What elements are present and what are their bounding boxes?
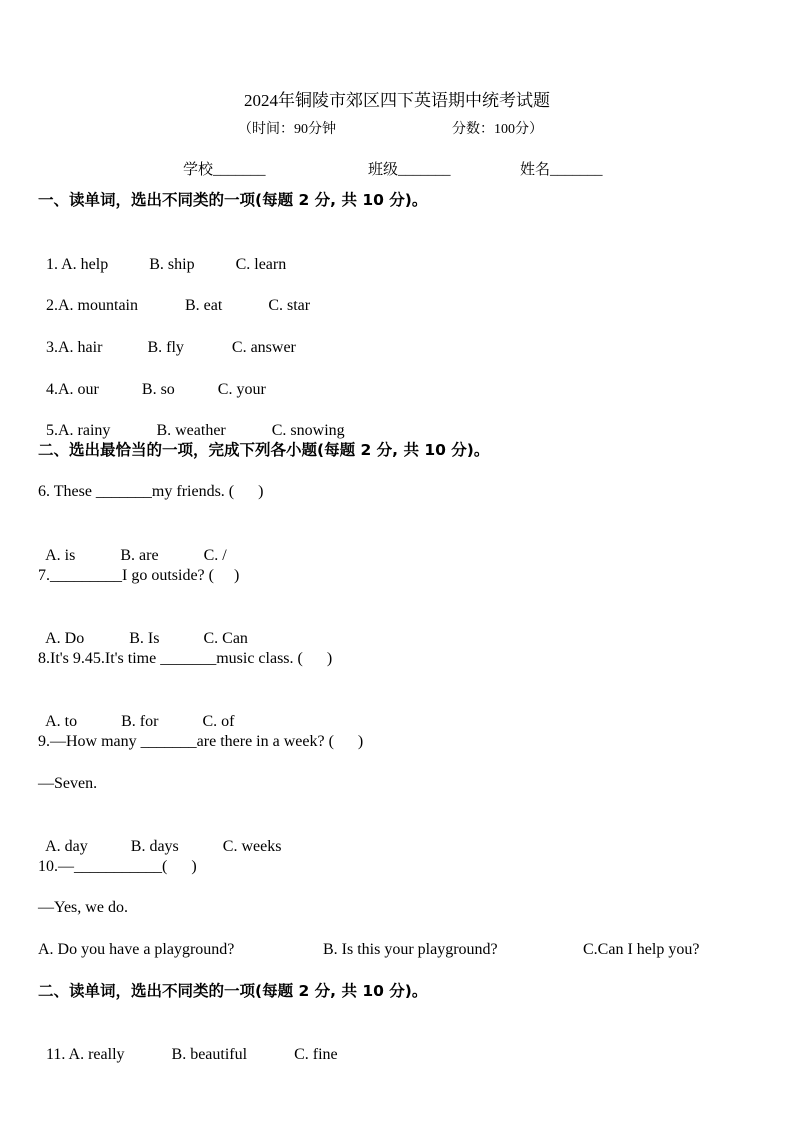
question-5 [38,398,345,439]
question-number: 1. [46,256,62,273]
question-10-answer: —Yes, we do. [38,899,128,916]
question-10-option-c: C.Can I help you? [583,941,700,958]
option-a: A. our [58,381,99,398]
option-a: A. help [61,256,109,273]
question-11 [38,1022,338,1063]
option-b: B. Is [129,630,160,647]
section-1-heading: 一、读单词，选出不同类的一项(每题 2 分, 共 10 分)。 [38,191,428,209]
question-9-stem: 9.—How many _______are there in a week? ( ) [38,733,364,750]
question-4 [38,357,266,398]
option-c: C. star [268,297,311,314]
question-number: 3. [46,339,58,356]
option-c: C. learn [235,256,287,273]
question-6-options [38,523,227,564]
option-c: C. / [203,547,227,564]
question-7-stem: 7._________I go outside? ( ) [38,567,240,584]
option-a: A. hair [58,339,103,356]
option-b: B. eat [185,297,223,314]
option-b: B. for [121,713,159,730]
question-10-stem: 10.—___________( ) [38,858,197,875]
option-b: B. beautiful [171,1046,248,1063]
option-b: B. are [120,547,159,564]
question-8-stem: 8.It's 9.45.It's time _______music class. ( ) [38,650,333,667]
option-c: C. answer [231,339,296,356]
option-c: C. of [202,713,235,730]
option-c: C. your [217,381,266,398]
question-7-options [38,606,248,647]
option-a: A. is [45,547,76,564]
option-a: A. to [45,713,78,730]
option-b: B. weather [156,422,226,439]
section-3-heading: 二、读单词，选出不同类的一项(每题 2 分, 共 10 分)。 [38,982,428,1000]
question-9-answer: —Seven. [38,775,98,792]
question-9-options [38,814,282,855]
option-b: B. days [130,838,179,855]
question-number: 5. [46,422,58,439]
exam-time: （时间：90分钟 [238,122,336,137]
section-2-heading: 二、选出最恰当的一项，完成下列各小题(每题 2 分, 共 10 分)。 [38,441,490,459]
question-8-options [38,689,235,730]
option-a: A. day [45,838,88,855]
option-c: C. weeks [222,838,282,855]
question-1 [38,232,287,273]
option-b: B. ship [149,256,195,273]
option-b: B. so [141,381,175,398]
question-10-option-a: A. Do you have a playground? [38,941,235,958]
question-number: 2. [46,297,58,314]
option-c: C. snowing [271,422,345,439]
question-10-option-b: B. Is this your playground? [323,941,498,958]
option-c: C. Can [203,630,248,647]
question-number: 11. [46,1046,69,1063]
option-a: A. rainy [58,422,111,439]
question-3 [38,315,296,356]
option-c: C. fine [294,1046,338,1063]
exam-score: 分数：100分） [452,122,543,137]
option-a: A. mountain [58,297,138,314]
school-field: 学校_______ [183,162,266,178]
question-number: 4. [46,381,58,398]
page-title: 2024年铜陵市郊区四下英语期中统考试题 [244,91,550,110]
option-a: A. really [68,1046,125,1063]
question-6-stem: 6. These _______my friends. ( ) [38,483,264,500]
option-a: A. Do [45,630,85,647]
question-2 [38,273,311,314]
name-field: 姓名_______ [520,162,603,178]
option-b: B. fly [147,339,184,356]
class-field: 班级_______ [368,162,451,178]
